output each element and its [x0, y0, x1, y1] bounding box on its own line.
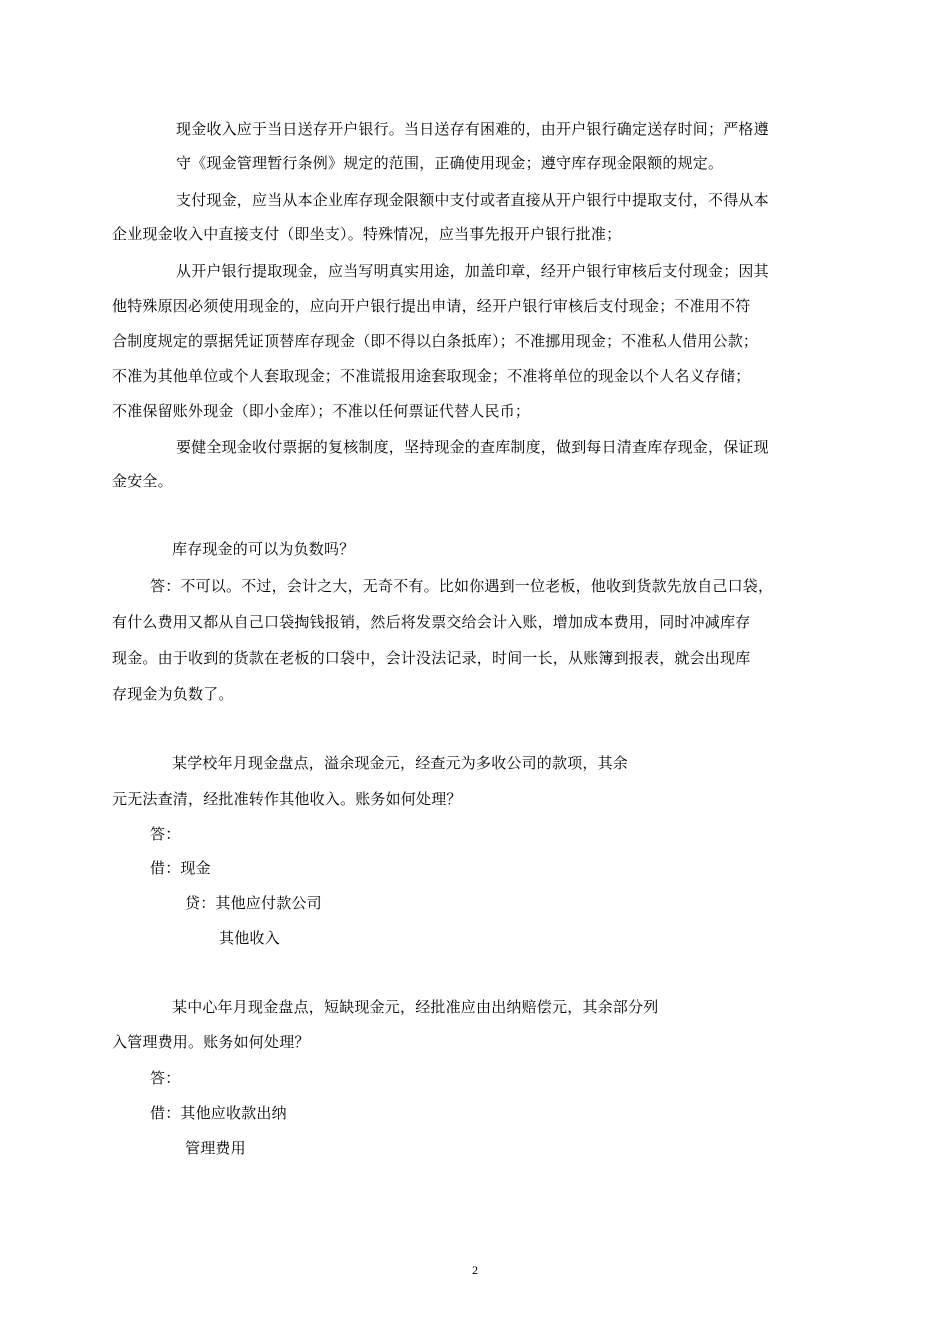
qa2-question-line: 某学校年月现金盘点，溢余现金元，经查元为多收公司的款项，其余: [172, 754, 629, 772]
qa3-answer-label: 答：: [150, 1069, 181, 1087]
rules-line: 从开户银行提取现金，应当写明真实用途，加盖印章，经开户银行审核后支付现金；因其: [176, 262, 769, 280]
rules-line: 支付现金，应当从本企业库存现金限额中支付或者直接从开户银行中提取支付，不得从本: [176, 191, 769, 209]
rules-line: 不准保留账外现金（即小金库）；不准以任何票证代替人民币；: [112, 402, 531, 420]
qa2-question-line: 元无法查清，经批准转作其他收入。账务如何处理？: [112, 790, 462, 808]
qa2-entry-credit: 其他收入: [219, 929, 280, 947]
qa1-question: 库存现金的可以为负数吗？: [172, 540, 355, 558]
rules-line: 守《现金管理暂行条例》规定的范围，正确使用现金；遵守库存现金限额的规定。: [176, 154, 724, 172]
rules-line: 他特殊原因必须使用现金的，应向开户银行提出申请，经开户银行审核后支付现金；不准用不符: [112, 297, 751, 315]
qa1-answer-line: 答：不可以。不过，会计之大，无奇不有。比如你遇到一位老板，他收到货款先放自己口袋，: [150, 577, 774, 595]
rules-line: 合制度规定的票据凭证顶替库存现金（即不得以白条抵库）；不准挪用现金；不准私人借用公款；: [112, 332, 759, 350]
qa3-question-line: 某中心年月现金盘点，短缺现金元，经批准应由出纳赔偿元，其余部分列: [172, 998, 659, 1016]
qa3-entry-debit: 管理费用: [185, 1139, 246, 1157]
qa3-entry-debit: 借：其他应收款出纳: [150, 1104, 287, 1122]
qa1-answer-line: 现金。由于收到的货款在老板的口袋中，会计没法记录，时间一长，从账簿到报表，就会出现库: [112, 649, 751, 667]
rules-line: 现金收入应于当日送存开户银行。当日送存有困难的，由开户银行确定送存时间；严格遵: [176, 120, 769, 138]
qa2-entry-credit: 贷：其他应付款公司: [185, 894, 322, 912]
rules-line: 不准为其他单位或个人套取现金；不准谎报用途套取现金；不准将单位的现金以个人名义存储；: [112, 367, 751, 385]
rules-line: 要健全现金收付票据的复核制度，坚持现金的查库制度，做到每日清查库存现金，保证现: [176, 438, 769, 456]
page-number: 2: [472, 1263, 478, 1277]
qa2-answer-label: 答：: [150, 825, 181, 843]
qa1-answer-line: 存现金为负数了。: [112, 685, 234, 703]
rules-line: 企业现金收入中直接支付（即坐支）。特殊情况，应当事先报开户银行批准；: [112, 225, 622, 243]
rules-line: 金安全。: [112, 472, 173, 490]
qa2-entry-debit: 借：现金: [150, 859, 211, 877]
qa3-question-line: 入管理费用。账务如何处理？: [112, 1033, 310, 1051]
qa1-answer-line: 有什么费用又都从自己口袋掏钱报销，然后将发票交给会计入账，增加成本费用，同时冲减库存: [112, 613, 751, 631]
